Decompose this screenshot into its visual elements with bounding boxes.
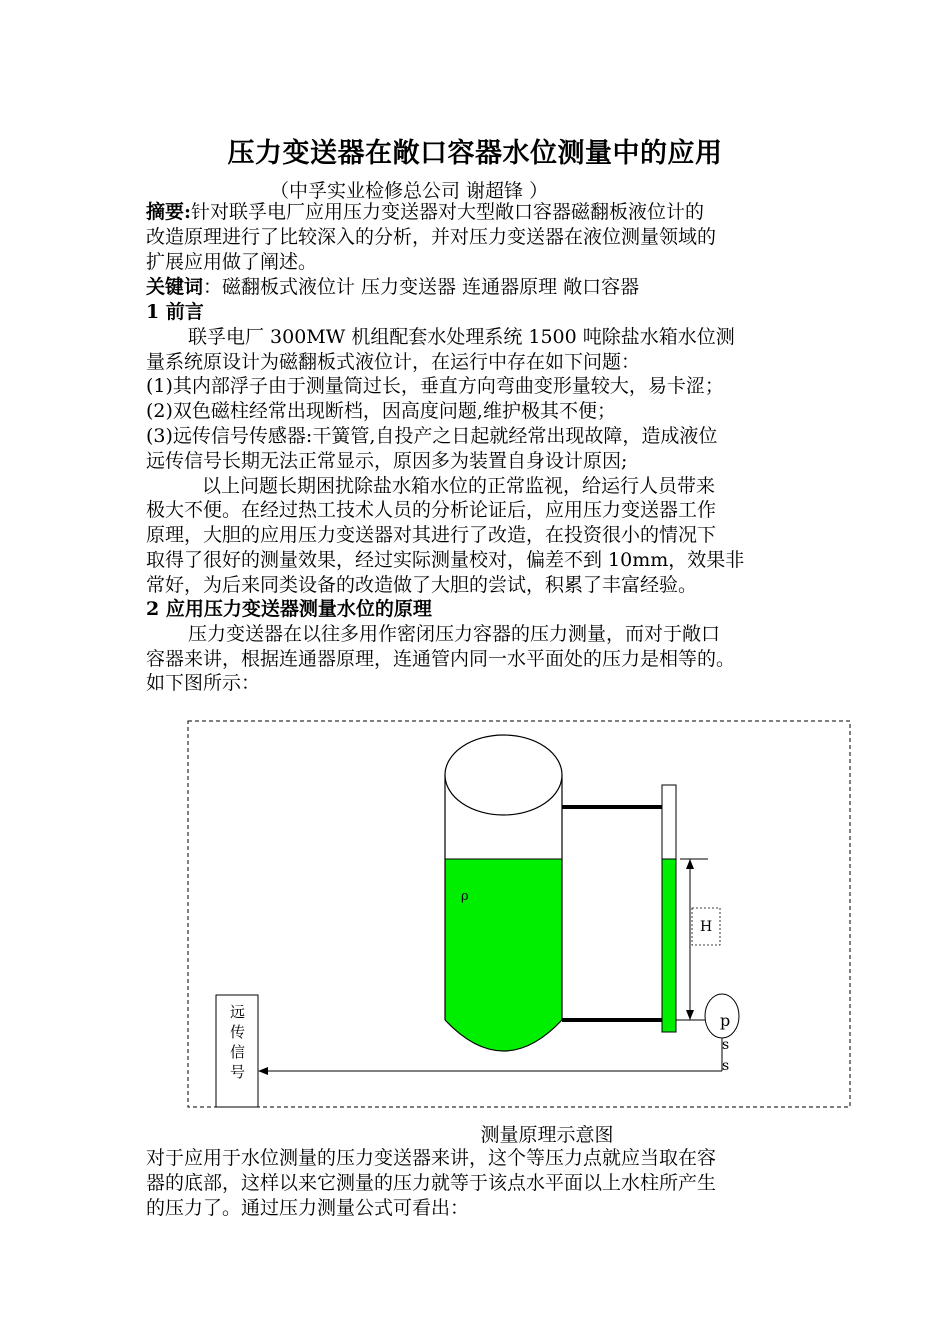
body-line: 对于应用于水位测量的压力变送器来讲，这个等压力点就应当取在容: [146, 1147, 717, 1169]
author-line: （中孚实业检修总公司 谢超锋 ）: [270, 180, 549, 202]
body-line: 器的底部，这样以来它测量的压力就等于该点水平面以上水柱所产生: [146, 1171, 717, 1194]
closing-paragraph: [146, 1146, 826, 1220]
body-line: 量系统原设计为磁翻板式液位计，在运行中存在如下问题：: [146, 350, 641, 373]
body-line: 远传信号长期无法正常显示，原因多为装置自身设计原因;: [146, 449, 628, 472]
body-line: 以上问题长期困扰除盐水箱水位的正常监视，给运行人员带来: [202, 474, 716, 497]
abstract-line: 扩展应用做了阐述。: [146, 250, 318, 273]
height-label: H: [700, 919, 713, 935]
density-label: ρ: [461, 889, 469, 904]
signal-arrow: [258, 1067, 268, 1075]
sensor-subscript: s: [722, 1058, 730, 1074]
remote-signal-char: 信: [230, 1043, 246, 1061]
body-line: (2)双色磁柱经常出现断档，因高度问题,维护极其不便；: [146, 400, 616, 423]
remote-signal-char: 传: [230, 1023, 246, 1041]
body-line: 取得了很好的测量效果，经过实际测量校对，偏差不到 10mm，效果非: [146, 548, 745, 571]
remote-signal-char: 号: [230, 1063, 246, 1081]
section-1-heading: 1 前言: [146, 301, 204, 323]
body-line: 压力变送器在以往多用作密闭压力容器的压力测量，而对于敞口: [188, 622, 721, 645]
body-line: 的压力了。通过压力测量公式可看出：: [146, 1196, 470, 1219]
gauge-tube-empty: [662, 785, 676, 859]
keywords-label: 关键词: [146, 276, 204, 298]
figure-caption: 测量原理示意图: [480, 1124, 614, 1146]
sensor-label: p: [720, 1011, 731, 1030]
body-line: 联孚电厂 300MW 机组配套水处理系统 1500 吨除盐水箱水位测: [188, 325, 735, 348]
body-line: 原理，大胆的应用压力变送器对其进行了改造，在投资很小的情况下: [146, 524, 717, 547]
body-line: 常好，为后来同类设备的改造做了大胆的尝试，积累了丰富经验。: [146, 573, 698, 596]
abstract-label: 摘要:: [146, 201, 192, 223]
remote-signal-char: 远: [230, 1003, 246, 1021]
keywords-text: ：磁翻板式液位计 压力变送器 连通器原理 敞口容器: [203, 276, 640, 298]
abstract-line: 针对联孚电厂应用压力变送器对大型敞口容器磁翻板液位计的: [191, 201, 705, 223]
tank-top: [445, 735, 562, 815]
gauge-tube-water: [662, 859, 676, 1032]
tank-water: [445, 859, 562, 1051]
body-line: 如下图所示：: [146, 672, 261, 695]
body-line: (1)其内部浮子由于测量筒过长，垂直方向弯曲变形量较大，易卡涩；: [146, 375, 724, 398]
body-line: (3)远传信号传感器:干簧管,自投产之日起就经常出现故障，造成液位: [146, 424, 718, 447]
sensor-subscript: s: [722, 1037, 730, 1053]
body-line: 容器来讲，根据连通器原理，连通管内同一水平面处的压力是相等的。: [146, 647, 736, 670]
height-arrow-up: [686, 859, 694, 869]
section-2-heading: 2 应用压力变送器测量水位的原理: [146, 598, 432, 620]
height-arrow-down: [686, 1010, 694, 1020]
page-title: 压力变送器在敞口容器水位测量中的应用: [227, 138, 723, 169]
abstract-line: 改造原理进行了比较深入的分析，并对压力变送器在液位测量领域的: [146, 225, 717, 248]
body-line: 极大不便。在经过热工技术人员的分析论证后，应用压力变送器工作: [146, 499, 717, 522]
